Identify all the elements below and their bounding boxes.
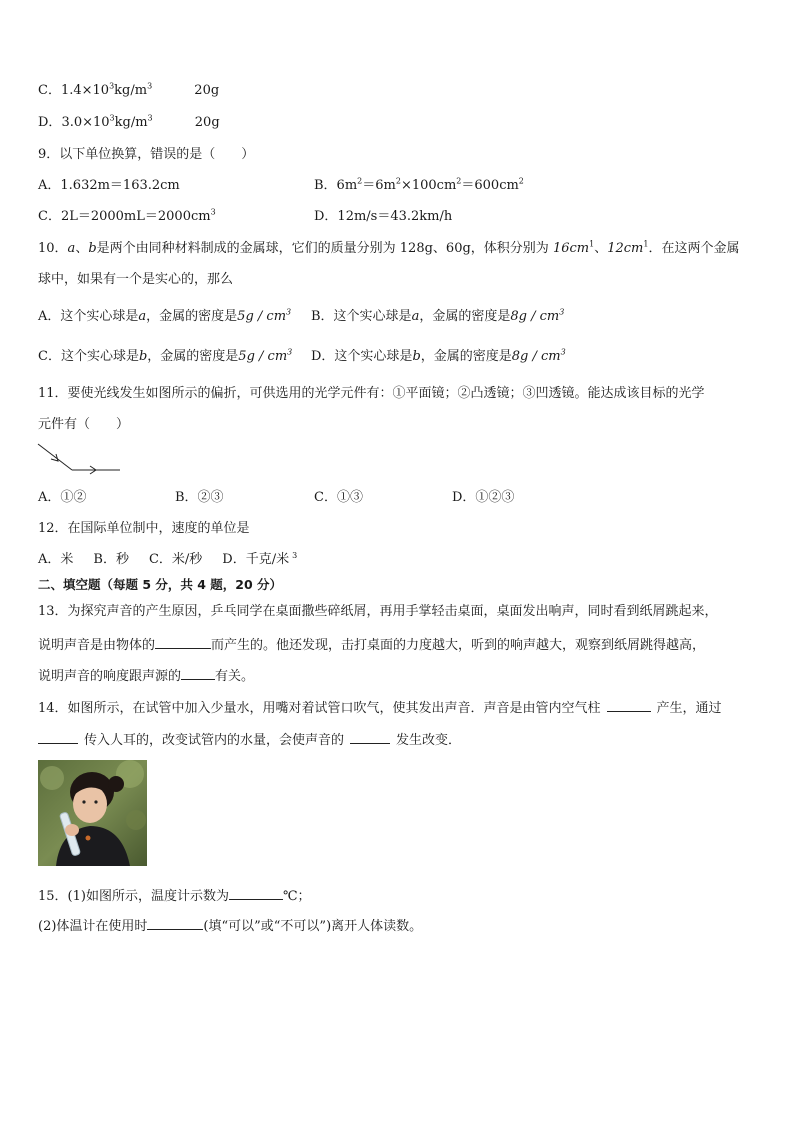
q15-line2: (2)体温计在使用时 (填“可以”或“不可以”)离开人体读数。 [38,915,422,936]
q13-blank-2[interactable] [181,665,215,680]
q9-option-b: B．$6m^2=6m^2\times 100cm^2=600cm^2$ [314,176,524,193]
q15-blank-2[interactable] [147,915,203,930]
q10-option-a: A．这个实心球是a，金属的密度是$5g / cm^3$ [38,307,292,324]
q10-option-d: D．这个实心球是b，金属的密度是$8g / cm^3$ [311,347,566,364]
q13-line1: 13．为探究声音的产生原因，乒乓同学在桌面撒些碎纸屑，再用手掌轻击桌面，桌面发出响声，同时看到纸屑跳起来， [38,604,718,619]
q13-line3: 说明声音的响度跟声源的 有关。 [38,665,254,686]
q10-option-c: C．这个实心球是b，金属的密度是$5g / cm^3$ [38,347,293,364]
q15-blank-1[interactable] [229,885,283,900]
q11-option-b: B．②③ [175,490,224,505]
girl-blowing-test-tube-photo [38,760,147,866]
incident-ray [38,444,72,470]
q13-line2: 说明声音是由物体的 而产生的。他还发现，击打桌面的力度越大，听到的响声越大，观察到纸屑跳得越高， [38,634,705,655]
q9-stem: 9．以下单位换算，错误的是（ ） [38,147,255,162]
section-2-heading: 二、填空题（每题 5 分，共 4 题，20 分） [38,577,283,592]
q8-option-c: C．$1.4\times 10^3kg/m^3$ 20g [38,81,220,98]
q11-stem-line1: 11．要使光线发生如图所示的偏折，可供选用的光学元件有：①平面镜；②凸透镜；③凹透镜。能达成该目标的光学 [38,386,705,401]
q11-stem-line2: 元件有（ ） [38,417,130,432]
q10-stem-line1: 10．a、b是两个由同种材料制成的金属球，它们的质量分别为 128g、60g，体积分别为 $16cm^1$、$12cm^1$．在这两个金属 [38,239,740,256]
q11-option-a: A．①② [38,490,87,505]
q10-stem-line2: 球中，如果有一个是实心的，那么 [38,272,234,287]
q14-blank-2[interactable] [38,729,78,744]
light-ray-figure [36,440,126,476]
q10-option-b: B．这个实心球是a，金属的密度是$8g / cm^3$ [311,307,565,324]
q14-blank-3[interactable] [350,729,390,744]
q14-line1: 14．如图所示，在试管中加入少量水，用嘴对着试管口吹气，使其发出声音．声音是由管内空气柱 产生，通过 [38,697,722,718]
q8-option-d: D．$3.0\times 10^3kg/m^3$ 20g [38,113,220,130]
q11-option-d: D．①②③ [452,490,515,505]
q9-option-d: D．12m/s＝43.2km/h [314,209,453,224]
q12-stem: 12．在国际单位制中，速度的单位是 [38,521,250,536]
q9-option-c: C．$2L=2000mL=2000cm^3$ [38,207,216,224]
q15-line1: 15．(1)如图所示，温度计示数为 ℃； [38,885,311,906]
q11-option-c: C．①③ [314,490,363,505]
q9-option-a: A．1.632m＝163.2cm [38,178,180,193]
q13-blank-1[interactable] [155,634,211,649]
q12-options: A．米 B．秒 C．米/秒 D．千克/米 $^3$ [38,550,298,567]
q14-line2: 传入人耳的，改变试管内的水量，会使声音的 发生改变． [38,729,461,750]
q14-blank-1[interactable] [607,697,651,712]
